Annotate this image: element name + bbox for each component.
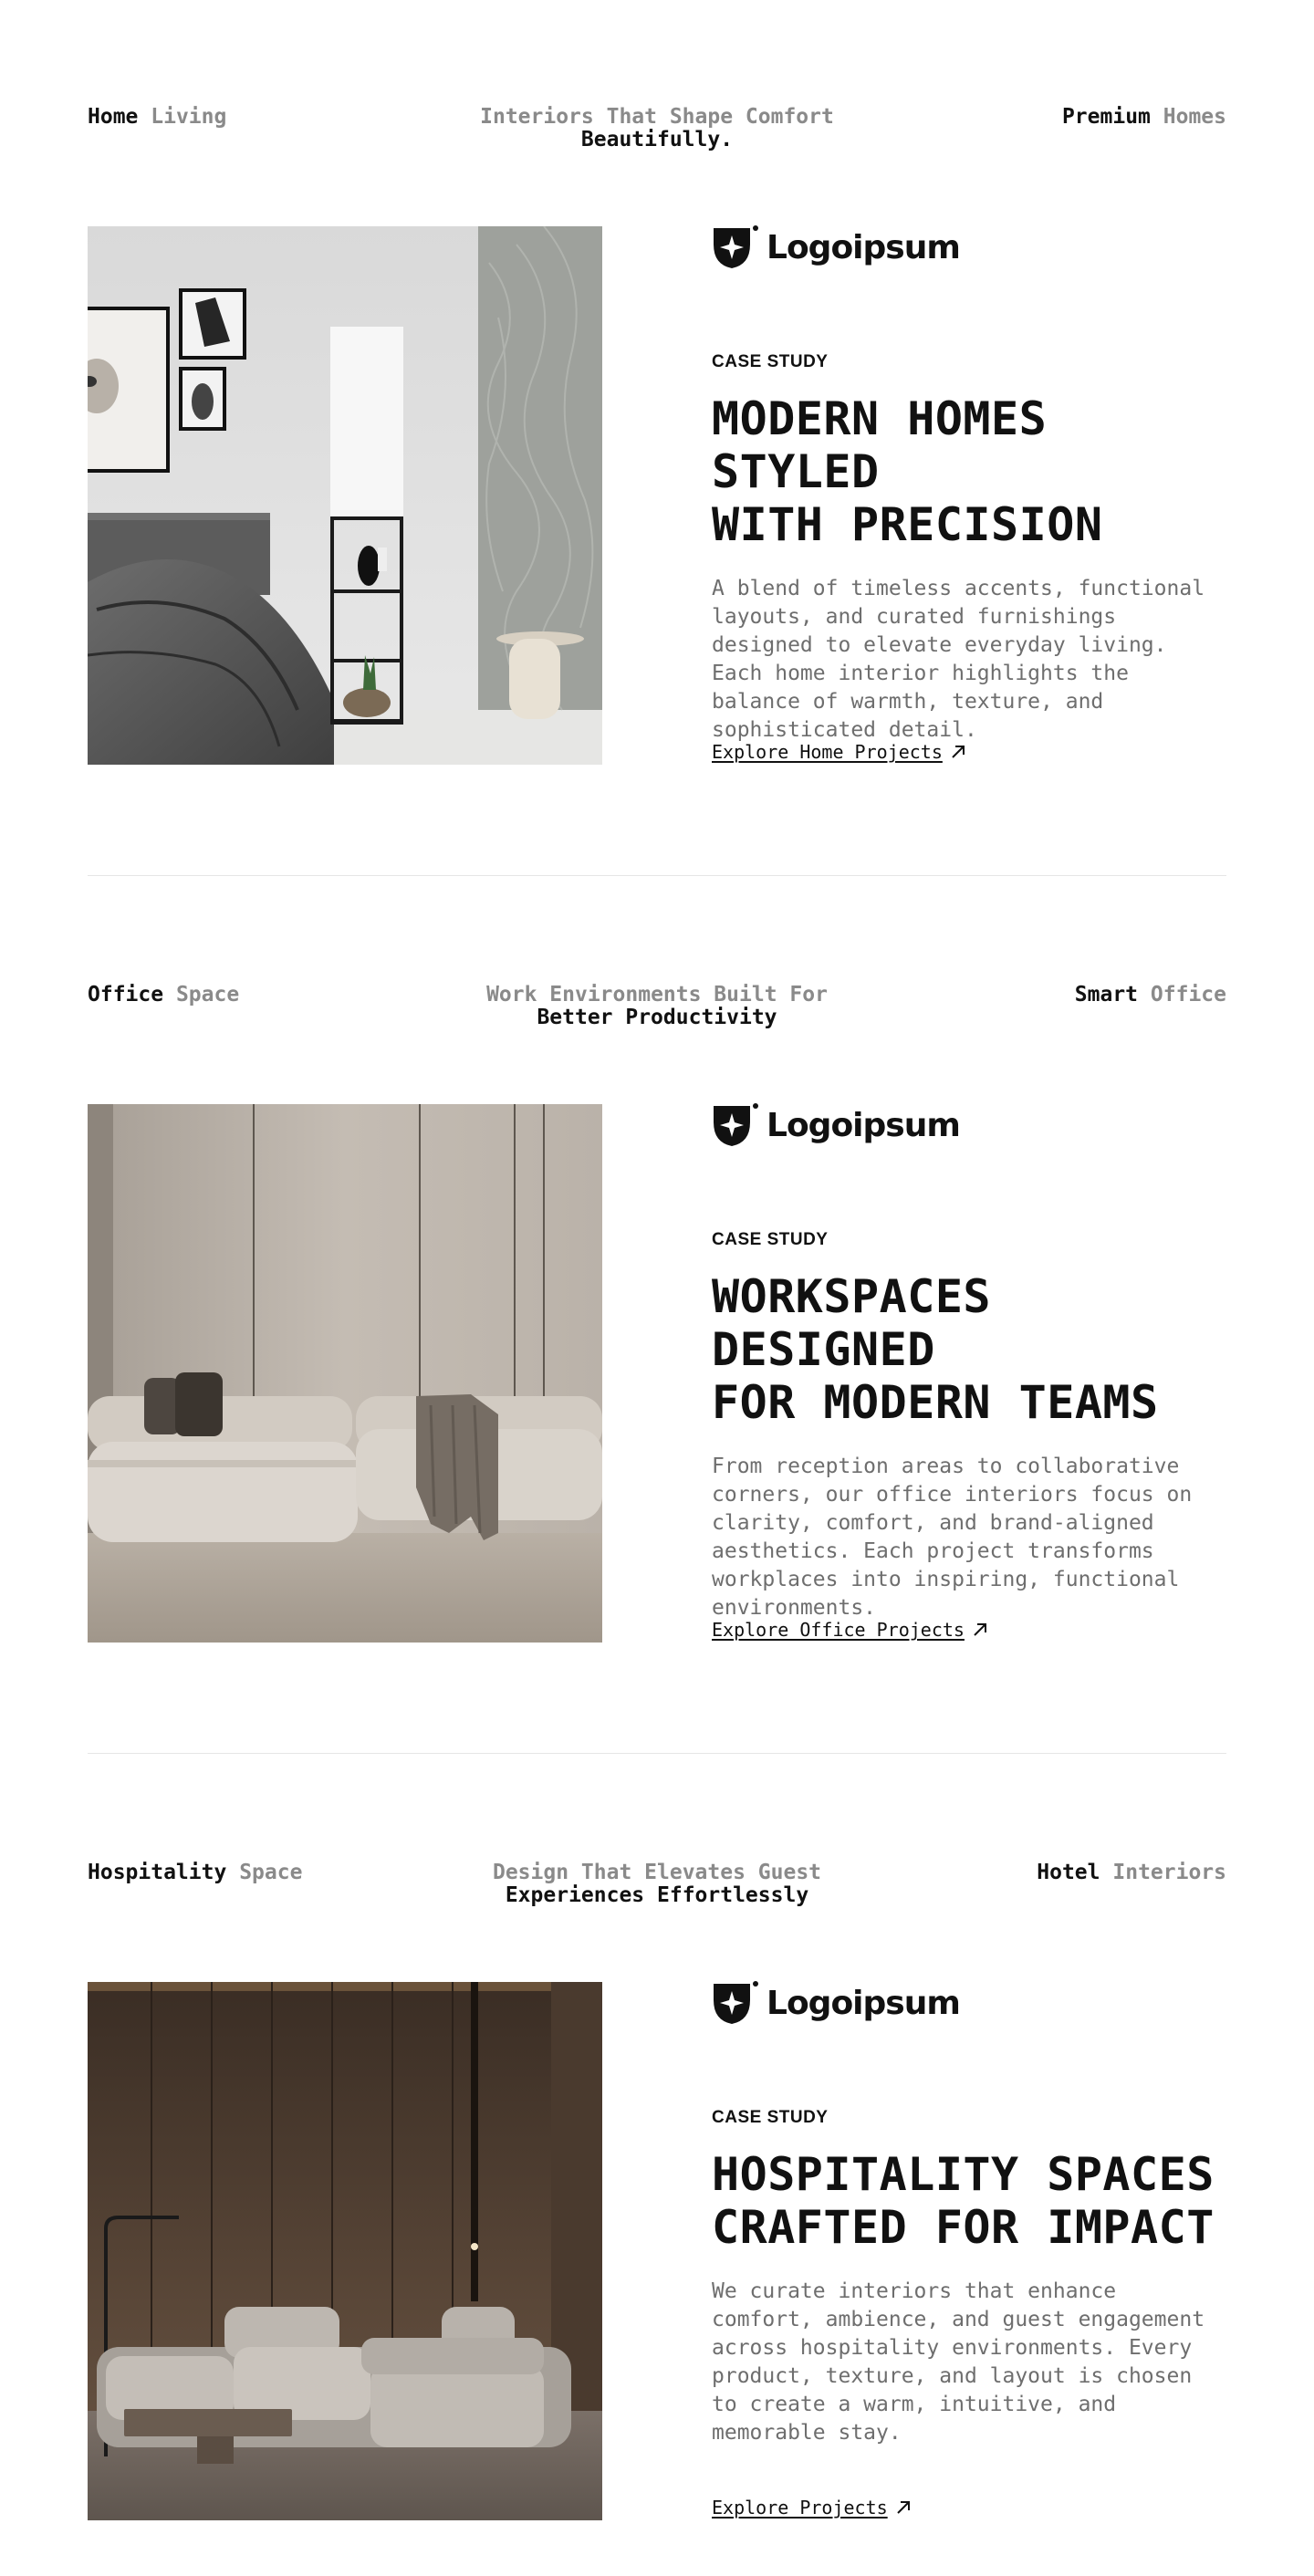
explore-projects-link[interactable]: Explore Projects (712, 2497, 912, 2519)
topbar-right-label: Hotel Interiors (1037, 1861, 1226, 1884)
case-study-content (712, 1102, 1226, 1641)
case-study-eyebrow: CASE STUDY (712, 1230, 829, 1249)
case-study-description: We curate interiors that enhance comfort, ambience, and guest engagement across hospitality environments. Every product, texture, and layout is chosen to create a warm, intuitive, and memorable stay. (712, 2279, 1205, 2445)
topbar-left-label: Home Living (88, 105, 227, 129)
logoipsum-shield-star-icon (712, 224, 759, 270)
brand-logo[interactable] (712, 1980, 1226, 2026)
topbar-tagline: Work Environments Built For Better Productivity (486, 983, 828, 1029)
section-topbar (88, 106, 1226, 161)
brand-logo[interactable] (712, 224, 1226, 270)
section-topbar (88, 1862, 1226, 1916)
topbar-right-label: Premium Homes (1061, 105, 1226, 129)
case-study-content (712, 224, 1226, 763)
section-divider (88, 875, 1226, 876)
logoipsum-shield-star-icon (712, 1102, 759, 1148)
bedroom-illustration (88, 226, 602, 765)
topbar-tagline: Design That Elevates Guest Experiences Effortlessly (492, 1861, 822, 1907)
case-study-content (712, 1980, 1226, 2519)
lounge-photo (88, 1104, 602, 1643)
explore-home-projects-link[interactable]: Explore Home Projects (712, 741, 966, 763)
case-study-description: A blend of timeless accents, functional layouts, and curated furnishings designed to elevate everyday living. Each home interior highlights the balance of warmth, texture, and sophisticated detail. (712, 577, 1205, 742)
topbar-left-label: Hospitality Space (88, 1861, 303, 1884)
topbar-right-label: Smart Office (1074, 983, 1226, 1006)
case-study-description: From reception areas to collaborative corners, our office interiors focus on clarity, comfort, and brand-aligned aesthetics. Each project transforms workplaces into inspiring, functional environments. (712, 1455, 1193, 1620)
hotel-lounge-illustration (88, 1982, 602, 2520)
topbar-tagline: Interiors That Shape Comfort Beautifully. (480, 105, 834, 151)
logo-text: Logoipsum (766, 228, 960, 266)
logoipsum-shield-star-icon (712, 1980, 759, 2026)
case-study-headline: MODERN HOMES STYLED WITH PRECISION (712, 392, 1103, 551)
lounge-illustration (88, 1104, 602, 1643)
arrow-up-right-icon (972, 1622, 988, 1638)
arrow-up-right-icon (895, 2499, 912, 2516)
topbar-left-label: Office Space (88, 983, 240, 1006)
section-office-space (88, 878, 1226, 1756)
section-divider (88, 1753, 1226, 1754)
case-study-headline: HOSPITALITY SPACES CRAFTED FOR IMPACT (712, 2148, 1215, 2254)
section-hospitality-space (88, 1756, 1226, 2576)
case-study-eyebrow: CASE STUDY (712, 352, 829, 371)
hotel-lounge-photo (88, 1982, 602, 2520)
arrow-up-right-icon (950, 744, 966, 760)
logo-text: Logoipsum (766, 1106, 960, 1144)
explore-office-projects-link[interactable]: Explore Office Projects (712, 1619, 988, 1641)
case-study-headline: WORKSPACES DESIGNED FOR MODERN TEAMS (712, 1270, 1159, 1429)
case-study-eyebrow: CASE STUDY (712, 2108, 829, 2127)
section-topbar (88, 984, 1226, 1038)
logo-text: Logoipsum (766, 1984, 960, 2022)
brand-logo[interactable] (712, 1102, 1226, 1148)
bedroom-photo (88, 226, 602, 765)
section-home-living (88, 0, 1226, 878)
